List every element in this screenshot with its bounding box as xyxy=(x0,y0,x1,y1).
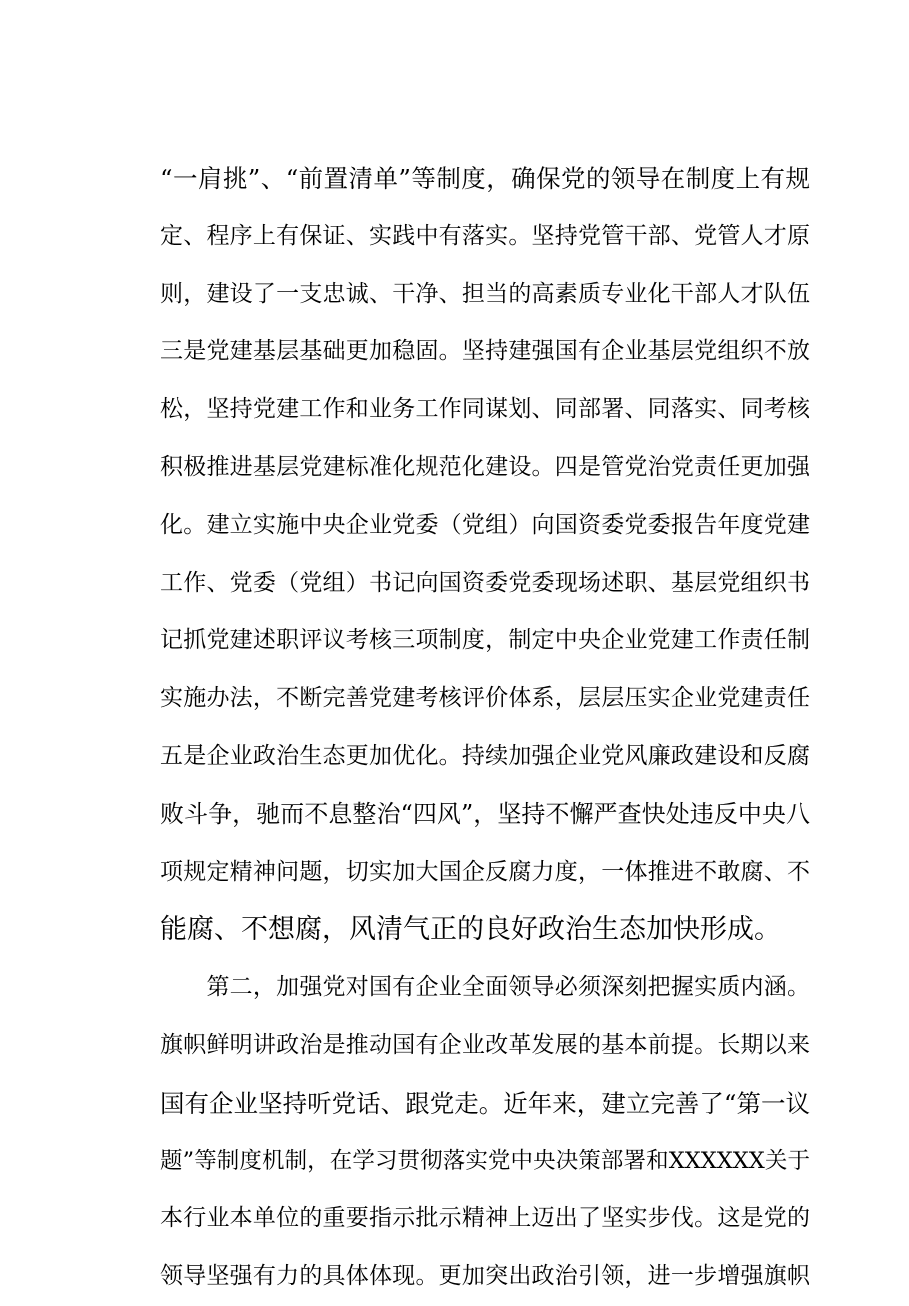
text-line: 积极推进基层党建标准化规范化建设。四是管党治党责任更加强 xyxy=(160,453,810,480)
text-line: 国有企业坚持听党话、跟党走。近年来，建立完善了“第一议 xyxy=(160,1088,810,1118)
text-line: 旗帜鲜明讲政治是推动国有企业改革发展的基本前提。长期以来 xyxy=(160,1031,810,1058)
text-line: 五是企业政治生态更加优化。持续加强企业党风廉政建设和反腐 xyxy=(160,742,810,769)
text-line: 本行业本单位的重要指示批示精神上迈出了坚实步伐。这是党的 xyxy=(160,1205,810,1232)
text-line: 定、程序上有保证、实践中有落实。坚持党管干部、党管人才原 xyxy=(160,222,810,249)
text-line: 实施办法，不断完善党建考核评价体系，层层压实企业党建责任 xyxy=(160,685,810,712)
text-line: “一肩挑”、“前置清单”等制度，确保党的领导在制度上有规 xyxy=(160,164,810,193)
text-line-paragraph-end: 能腐、不想腐，风清气正的良好政治生态加快形成。 xyxy=(160,914,781,946)
text-line: 题”等制度机制，在学习贯彻落实党中央决策部署和XXXXXX关于 xyxy=(160,1147,810,1174)
text-line: 项规定精神问题，切实加大国企反腐力度，一体推进不敢腐、不 xyxy=(160,858,810,885)
text-line: 则，建设了一支忠诚、干净、担当的高素质专业化干部人才队伍 xyxy=(160,280,810,307)
document-body xyxy=(160,150,810,1306)
text-line: 松，坚持党建工作和业务工作同谋划、同部署、同落实、同考核 xyxy=(160,396,810,423)
text-line: 领导坚强有力的具体体现。更加突出政治引领，进一步增强旗帜 xyxy=(160,1263,810,1290)
text-line-paragraph-start: 第二，加强党对国有企业全面领导必须深刻把握实质内涵。 xyxy=(160,974,810,1001)
text-line: 记抓党建述职评议考核三项制度，制定中央企业党建工作责任制 xyxy=(160,627,810,654)
text-line: 败斗争，驰而不息整治“四风”，坚持不懈严查快处违反中央八 xyxy=(160,799,810,828)
text-line: 工作、党委（党组）书记向国资委党委现场述职、基层党组织书 xyxy=(160,569,810,596)
text-line: 三是党建基层基础更加稳固。坚持建强国有企业基层党组织不放 xyxy=(160,338,810,365)
text-line: 化。建立实施中央企业党委（党组）向国资委党委报告年度党建 xyxy=(160,511,810,538)
